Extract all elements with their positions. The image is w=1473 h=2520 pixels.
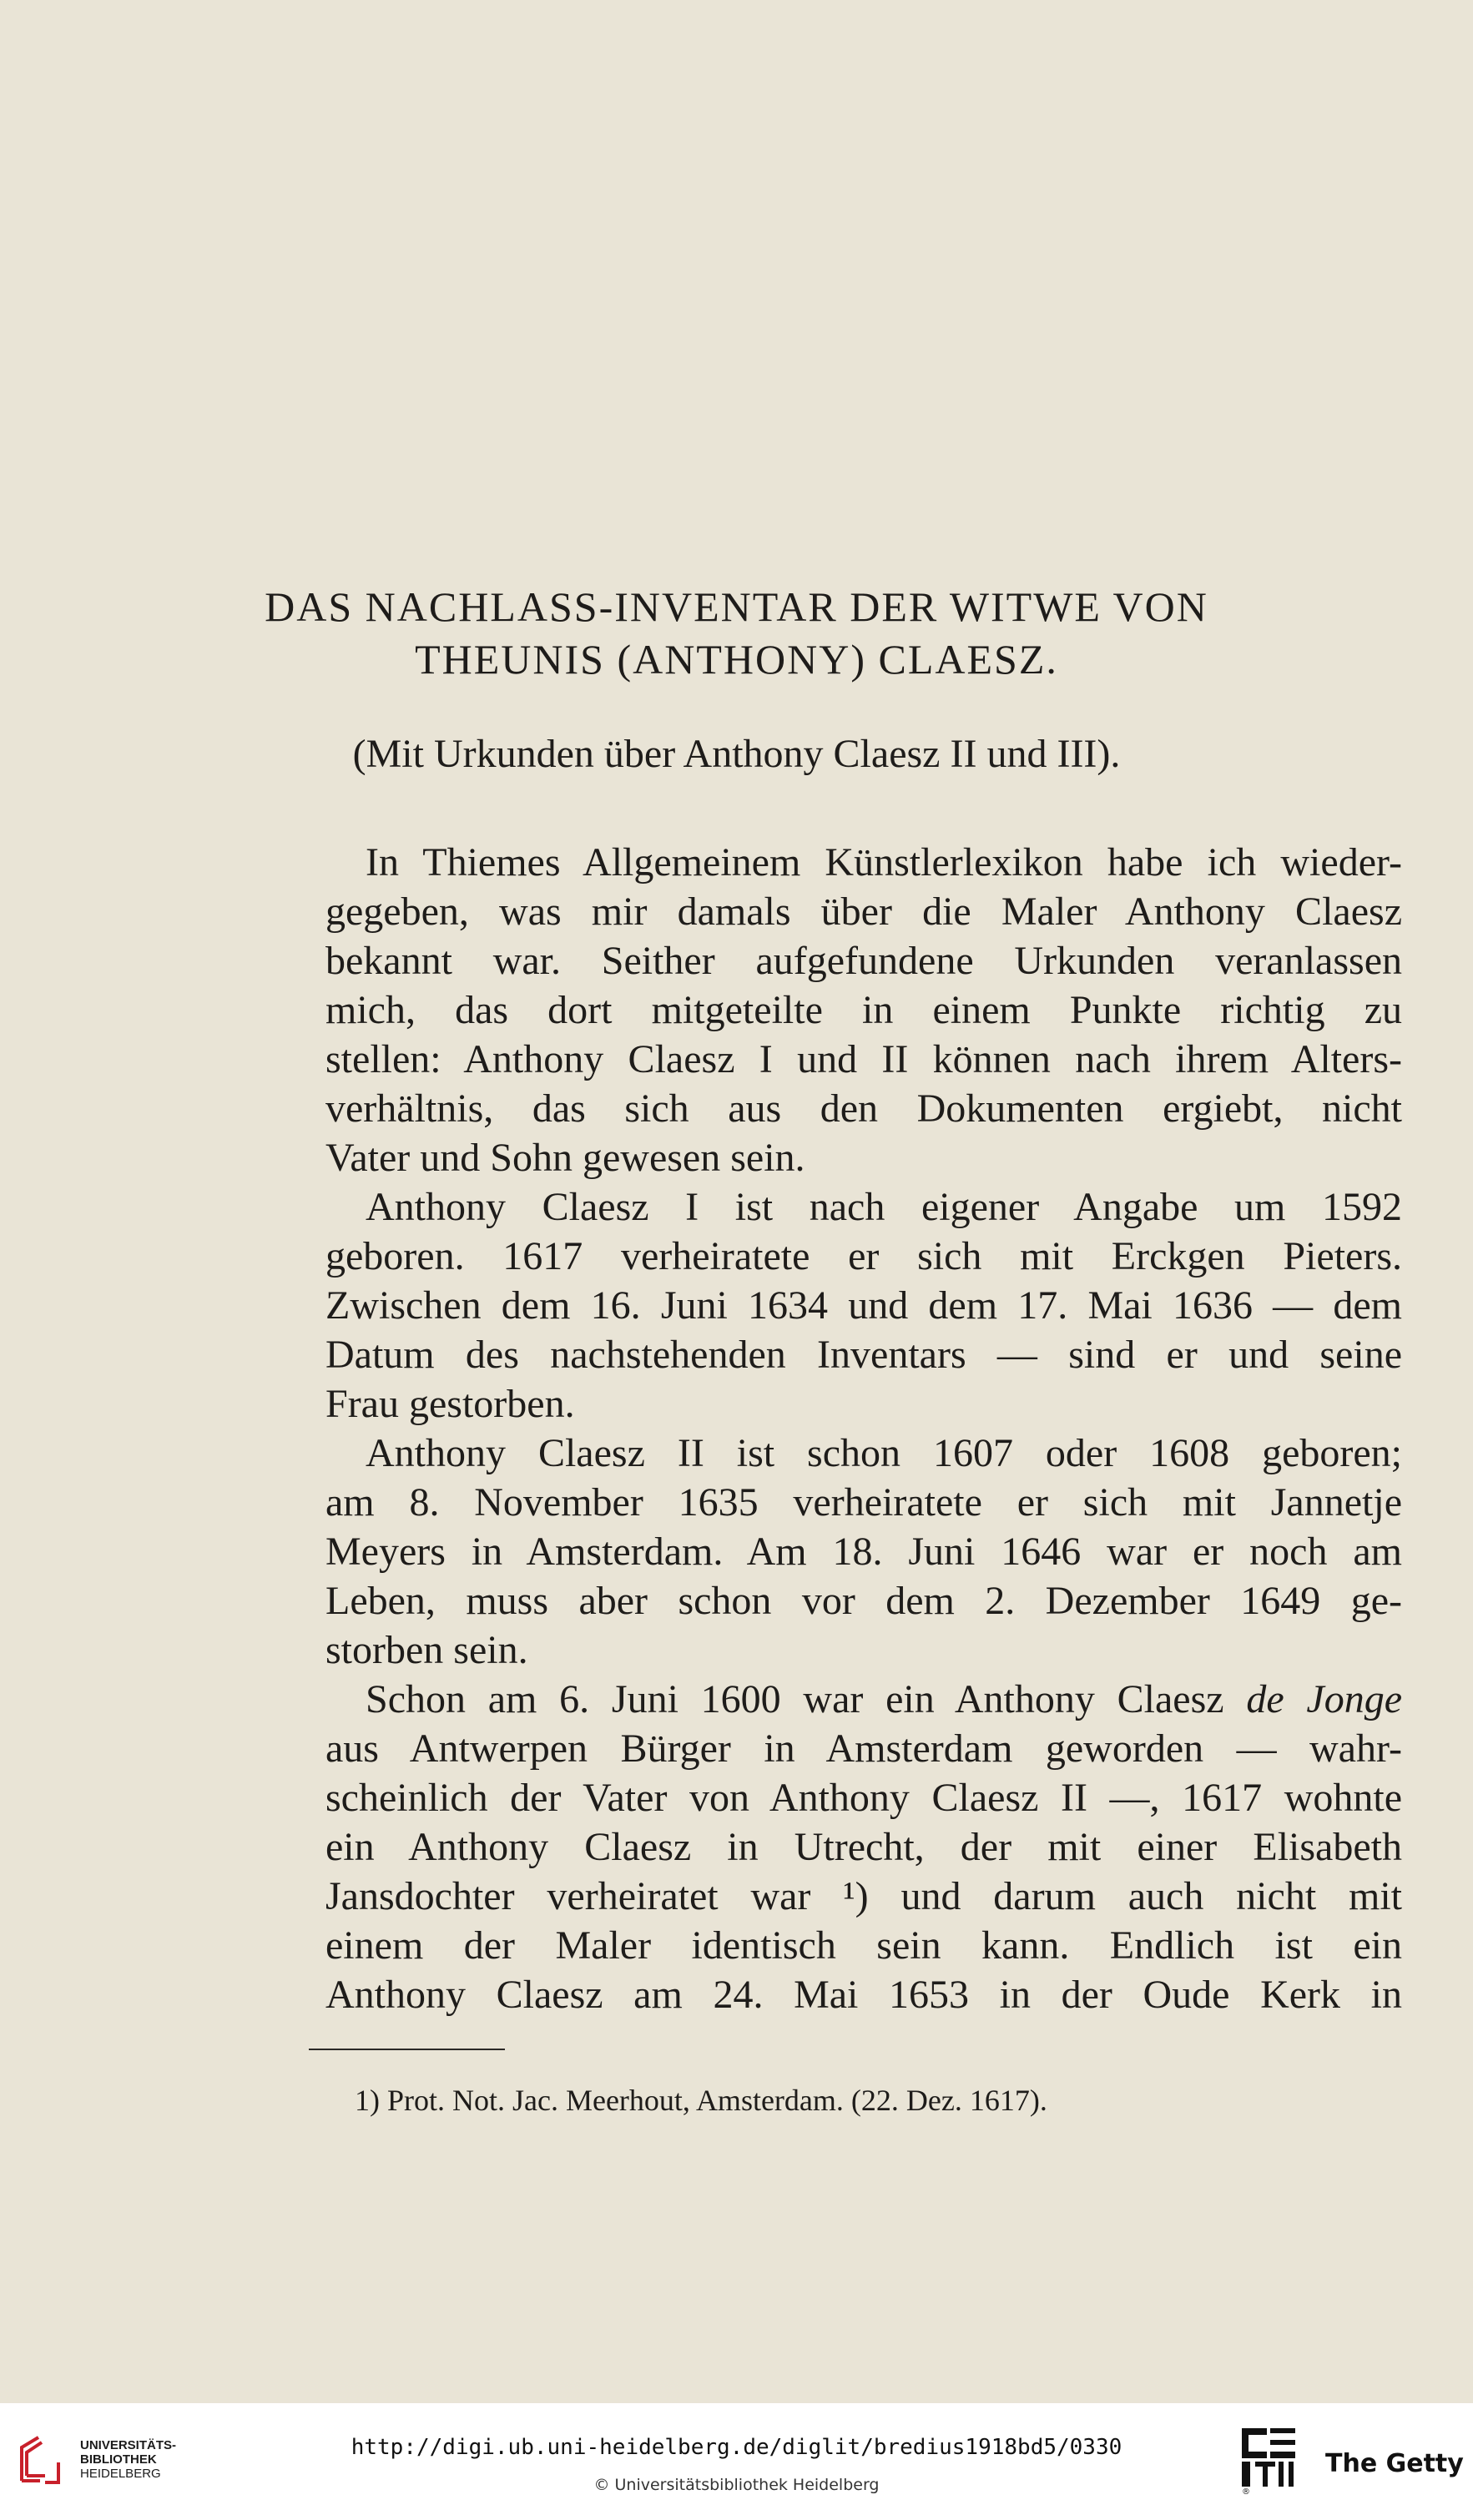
- footer-bar: [0, 2403, 1473, 2520]
- body-line: Jansdochter verheiratet war ¹) und darum auch nicht mit: [325, 1874, 1402, 1918]
- registered-mark: ®: [1242, 2487, 1250, 2495]
- body-line: Anthony Claesz I ist nach eigener Angabe um 1592: [366, 1185, 1402, 1229]
- body-line: stellen: Anthony Claesz I und II können nach ihrem Alters-: [325, 1037, 1402, 1081]
- subtitle: (Mit Urkunden über Anthony Claesz II und III).: [352, 732, 1121, 776]
- body-line: Leben, muss aber schon vor dem 2. Dezember 1649 ge-: [325, 1579, 1402, 1623]
- body-line: einem der Maler identisch sein kann. Endlich ist ein: [325, 1923, 1402, 1968]
- body-line: Datum des nachstehenden Inventars — sind er und seine: [325, 1333, 1402, 1377]
- body-line: scheinlich der Vater von Anthony Claesz II —, 1617 wohnte: [325, 1776, 1402, 1820]
- body-line: bekannt war. Seither aufgefundene Urkunden veranlassen: [325, 939, 1402, 983]
- title-line-2: THEUNIS (ANTHONY) CLAESZ.: [415, 636, 1058, 683]
- body-line: aus Antwerpen Bürger in Amsterdam geworden — wahr-: [325, 1726, 1402, 1771]
- body-line: storben sein.: [325, 1628, 528, 1672]
- body-line: Vater und Sohn gewesen sein.: [325, 1136, 805, 1180]
- body-line: Anthony Claesz am 24. Mai 1653 in der Oude Kerk in: [325, 1973, 1402, 2017]
- body-line: Meyers in Amsterdam. Am 18. Juni 1646 war er noch am: [325, 1530, 1402, 1574]
- body-line: mich, das dort mitgeteilte in einem Punkte richtig zu: [325, 988, 1402, 1032]
- body-text: Schon am 6. Juni 1600 war ein Anthony Claesz: [366, 1677, 1224, 1721]
- body-line: In Thiemes Allgemeinem Künstlerlexikon habe ich wieder-: [366, 840, 1402, 885]
- copyright-notice: © Universitätsbibliothek Heidelberg: [593, 2476, 880, 2494]
- body-line: verhältnis, das sich aus den Dokumenten ergiebt, nicht: [325, 1086, 1402, 1131]
- getty-name: The Getty: [1325, 2449, 1464, 2478]
- italic-phrase: de Jonge: [1246, 1677, 1403, 1721]
- source-url-link[interactable]: http://digi.ub.uni-heidelberg.de/diglit/bredius1918bd5/0330: [351, 2435, 1122, 2460]
- title-line-1: DAS NACHLASS-INVENTAR DER WITWE VON: [265, 583, 1208, 630]
- body-line: ein Anthony Claesz in Utrecht, der mit einer Elisabeth: [325, 1825, 1402, 1869]
- body-line: am 8. November 1635 verheiratete er sich mit Jannetje: [325, 1480, 1402, 1525]
- body-line: gegeben, was mir damals über die Maler Anthony Claesz: [325, 890, 1402, 934]
- footnote: 1) Prot. Not. Jac. Meerhout, Amsterdam. (22. Dez. 1617).: [355, 2084, 1047, 2117]
- body-line: Frau gestorben.: [325, 1382, 575, 1426]
- getty-logo-icon: [1242, 2428, 1300, 2495]
- body-line: Anthony Claesz II ist schon 1607 oder 1608 geboren;: [366, 1431, 1402, 1475]
- body-line: geboren. 1617 verheiratete er sich mit Erckgen Pieters.: [325, 1234, 1402, 1278]
- footnote-rule: [309, 2049, 505, 2050]
- body-line-with-italic: [366, 1676, 1402, 1724]
- library-name: UNIVERSITÄTS- BIBLIOTHEK HEIDELBERG: [80, 2438, 177, 2481]
- body-line: Zwischen dem 16. Juni 1634 und dem 17. Mai 1636 — dem: [325, 1283, 1402, 1328]
